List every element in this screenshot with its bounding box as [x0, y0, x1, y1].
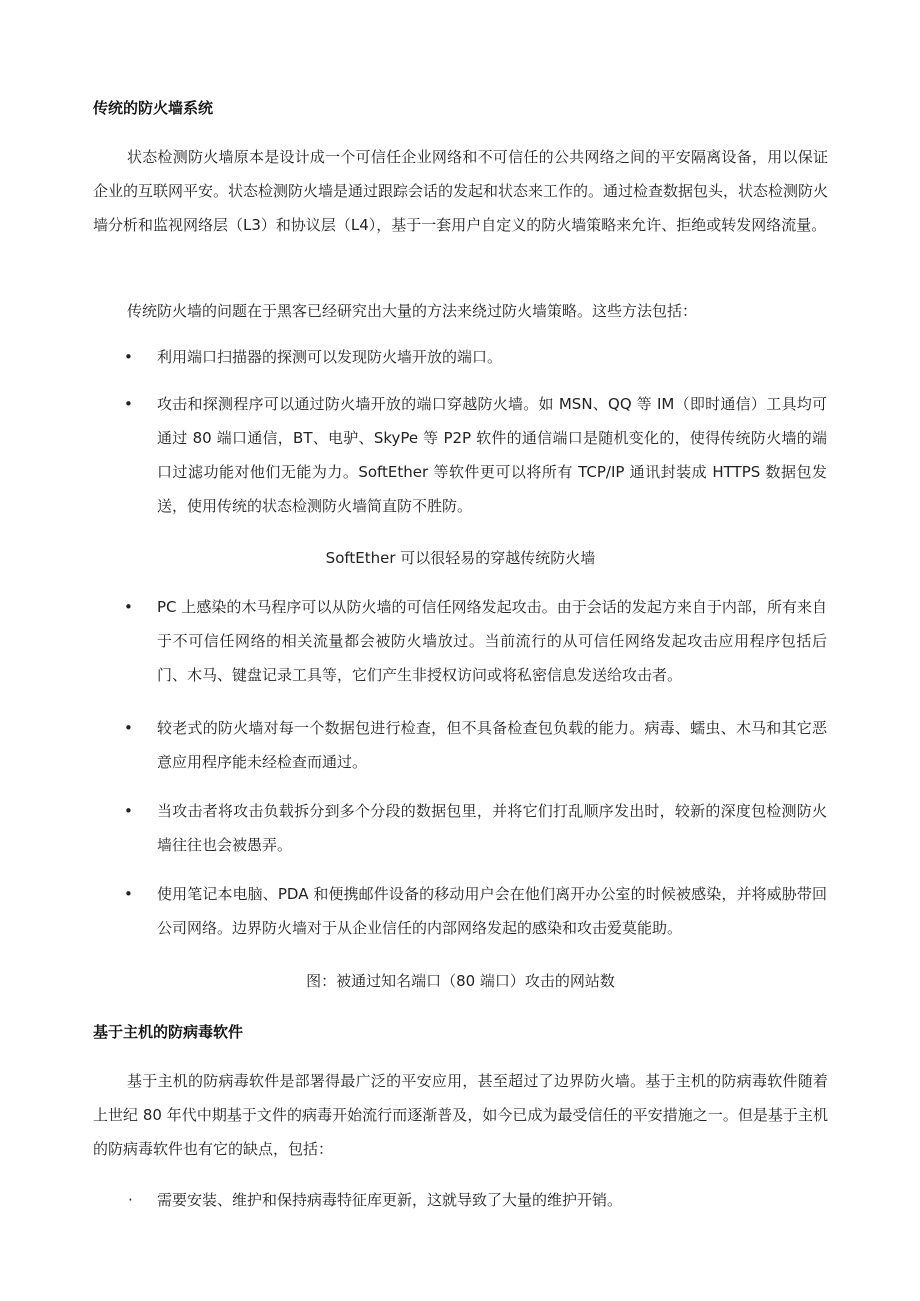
bullet-marker: •	[124, 598, 133, 616]
figure-caption-port80: 图：被通过知名端口（80 端口）攻击的网站数	[306, 972, 615, 990]
list-item: 利用端口扫描器的探测可以发现防火墙开放的端口。	[157, 348, 503, 366]
list-item: 使用笔记本电脑、PDA 和便携邮件设备的移动用户会在他们离开办公室的时候被感染，并将威胁带回公司网络。边界防火墙对于从企业信任的内部网络发起的感染和攻击爱莫能助。	[157, 885, 827, 937]
section-heading-host-antivirus: 基于主机的防病毒软件	[93, 1023, 244, 1041]
list-item: 需要安装、维护和保持病毒特征库更新，这就导致了大量的维护开销。	[157, 1191, 623, 1209]
bullet-marker: •	[124, 885, 133, 903]
bullet-marker: •	[124, 348, 133, 366]
list-item: PC 上感染的木马程序可以从防火墙的可信任网络发起攻击。由于会话的发起方来自于内部，所有来自于不可信任网络的相关流量都会被防火墙放过。当前流行的从可信任网络发起攻击应用程序包括后门、木马、键盘记录工具等，它们产生非授权访问或将私密信息发送给攻击者。	[157, 598, 827, 684]
list-item: 当攻击者将攻击负载拆分到多个分段的数据包里，并将它们打乱顺序发出时，较新的深度包检测防火墙往往也会被愚弄。	[157, 802, 827, 854]
bullet-marker: •	[124, 802, 133, 820]
figure-caption-softether: SoftEther 可以很轻易的穿越传统防火墙	[325, 549, 596, 567]
paragraph-stateful-firewall: 状态检测防火墙原本是设计成一个可信任企业网络和不可信任的公共网络之间的平安隔离设备，用以保证企业的互联网平安。状态检测防火墙是通过跟踪会话的发起和状态来工作的。通过检查数据包头，状态检测防火墙分析和监视网络层（L3）和协议层（L4），基于一套用户自定义的防火墙策略来允许、拒绝或转发网络流量。	[93, 148, 829, 234]
paragraph-firewall-problem: 传统防火墙的问题在于黑客已经研究出大量的方法来绕过防火墙策略。这些方法包括：	[127, 302, 698, 320]
list-item: 攻击和探测程序可以通过防火墙开放的端口穿越防火墙。如 MSN、QQ 等 IM（即时通信）工具均可通过 80 端口通信，BT、电驴、SkyPe 等 P2P 软件的通信端口是随机变化的，使得传统防火墙的端口过滤功能对他们无能为力。SoftEther 等软件更可以将所有 TCP/IP 通讯封装成 HTTPS 数据包发送，使用传统的状态检测防火墙简直防不胜防。	[157, 395, 827, 515]
paragraph-host-antivirus: 基于主机的防病毒软件是部署得最广泛的平安应用，甚至超过了边界防火墙。基于主机的防病毒软件随着上世纪 80 年代中期基于文件的病毒开始流行而逐渐普及，如今已成为最受信任的平安措施之一。但是基于主机的防病毒软件也有它的缺点，包括：	[93, 1072, 828, 1158]
bullet-marker: •	[124, 395, 133, 413]
section-heading-traditional-firewall: 传统的防火墙系统	[93, 99, 214, 117]
bullet-marker: •	[124, 719, 133, 737]
bullet-marker: ·	[128, 1191, 133, 1209]
list-item: 较老式的防火墙对每一个数据包进行检查，但不具备检查包负载的能力。病毒、蠕虫、木马和其它恶意应用程序能未经检查而通过。	[157, 719, 827, 771]
